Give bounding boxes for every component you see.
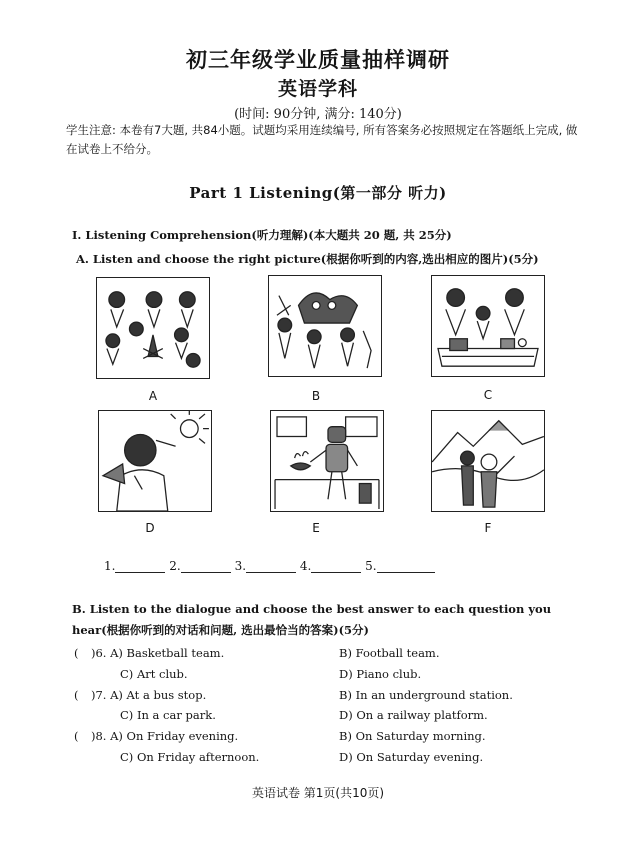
answer-blank[interactable]: [377, 559, 435, 573]
answer-blank[interactable]: [311, 559, 361, 573]
answer-paren[interactable]: (: [74, 646, 79, 660]
question-option-d: D) On Saturday evening.: [339, 750, 484, 764]
answer-paren[interactable]: (: [74, 729, 79, 743]
mountain-hiking-icon: [431, 410, 545, 512]
picture-label: B: [311, 389, 321, 403]
question-option-a: )8. A) On Friday evening.: [91, 729, 239, 743]
answer-blank[interactable]: [181, 559, 231, 573]
answer-blank[interactable]: [115, 559, 165, 573]
exam-meta: (时间: 90分钟, 满分: 140分): [234, 107, 402, 122]
question-option-a: )7. A) At a bus stop.: [91, 688, 207, 702]
hot-weather-fan-icon: [98, 410, 212, 512]
question-option-d: D) On a railway platform.: [339, 708, 488, 722]
question-option-b: B) On Saturday morning.: [339, 729, 486, 743]
answer-number: 4.: [299, 559, 312, 573]
answer-number: 3.: [234, 559, 247, 573]
question-option-c: C) In a car park.: [120, 708, 216, 722]
picture-label: A: [148, 389, 158, 403]
page-footer: 英语试卷 第1页(共10页): [251, 786, 385, 800]
answer-number: 1.: [104, 559, 116, 573]
answer-blank[interactable]: [246, 559, 296, 573]
answer-blanks-row: [104, 559, 435, 573]
question-option-c: C) On Friday afternoon.: [120, 750, 260, 764]
student-notice: 学生注意: 本卷有7大题, 共84小题。试题均采用连续编号, 所有答案务必按照规定在答题纸上完成, 做在试卷上不给分。: [66, 123, 578, 156]
campfire-dance-icon: [96, 277, 210, 379]
picture-label: F: [484, 521, 492, 535]
picture-label: D: [145, 521, 155, 535]
question-option-c: C) Art club.: [120, 667, 188, 681]
robot-cooking-icon: [270, 410, 384, 512]
answer-number: 5.: [365, 559, 377, 573]
part-title: Part 1 Listening(第一部分 听力): [189, 184, 447, 202]
answer-paren[interactable]: (: [74, 688, 79, 702]
answer-number: 2.: [169, 559, 181, 573]
picture-label: C: [483, 388, 493, 402]
part-a-title: A. Listen and choose the right picture(根据你听到的内容,选出相应的图片)(5分): [76, 252, 539, 266]
part-b-title: B. Listen to the dialogue and choose the best answer to each question you hear(根据你听到的对话和问题, 选出最恰当的答案)(5分): [72, 602, 552, 637]
exam-title: 初三年级学业质量抽样调研: [186, 47, 450, 72]
family-picnic-icon: [431, 275, 545, 377]
question-option-b: B) In an underground station.: [339, 688, 513, 702]
subject-title: 英语学科: [277, 78, 358, 100]
question-option-d: D) Piano club.: [339, 667, 422, 681]
picture-label: E: [312, 521, 320, 535]
question-option-a: )6. A) Basketball team.: [91, 646, 225, 660]
section-title: I. Listening Comprehension(听力理解)(本大题共 20 题, 共 25分): [72, 228, 452, 242]
lion-dance-icon: [268, 275, 382, 377]
question-option-b: B) Football team.: [339, 646, 440, 660]
